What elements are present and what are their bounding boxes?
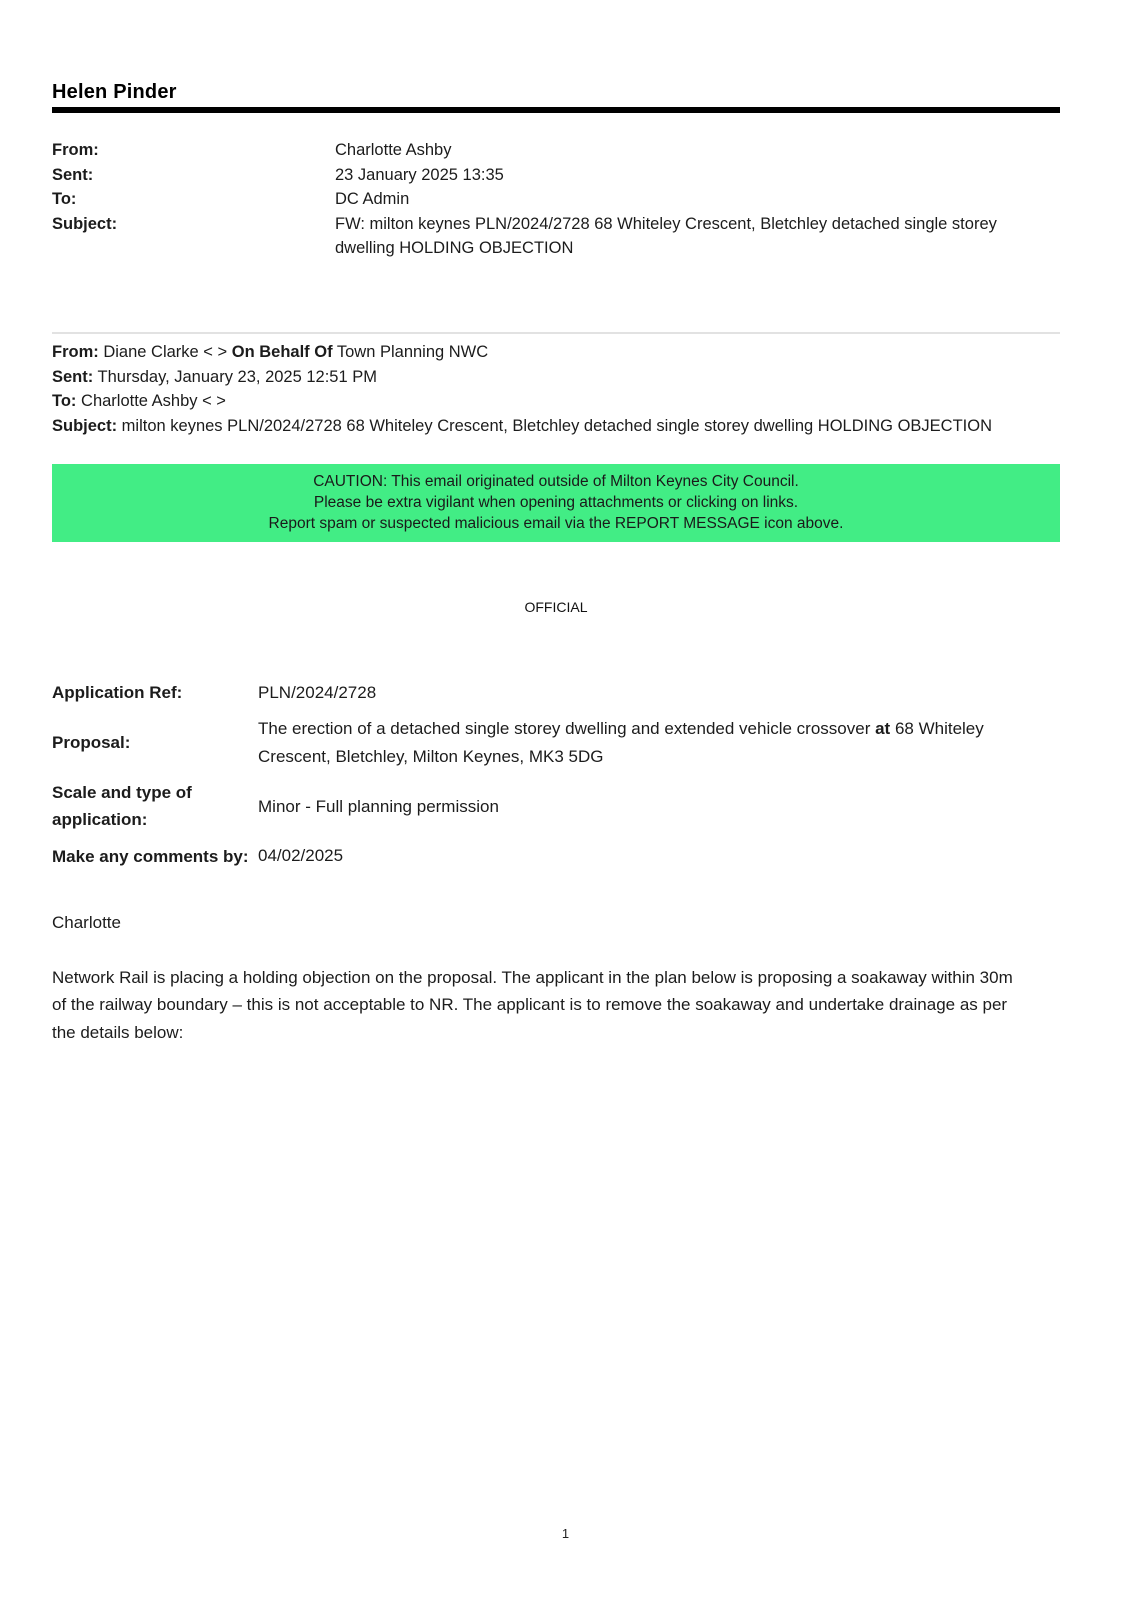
proposal-value-at: at [875, 719, 891, 739]
caution-line-2: Please be extra vigilant when opening attachments or clicking on links. [313, 493, 799, 511]
forwarded-sent-line [52, 365, 997, 390]
header-rule [52, 107, 1060, 113]
page-title: Helen Pinder [52, 81, 177, 103]
forwarded-subject-line [52, 414, 997, 439]
application-ref-label: Application Ref: [52, 683, 183, 703]
from-value: Charlotte Ashby [335, 141, 452, 159]
email-header-fields [52, 138, 1060, 261]
to-label: To: [52, 190, 77, 209]
forwarded-sent-value: Thursday, January 23, 2025 12:51 PM [93, 367, 377, 386]
detail-row-proposal [52, 715, 1060, 770]
forwarded-subject-value: milton keynes PLN/2024/2728 68 Whiteley Crescent, Bletchley detached single storey dwelling HOLDING OBJECTION [117, 417, 992, 436]
comments-by-label: Make any comments by: [52, 846, 249, 866]
salutation: Charlotte [52, 912, 121, 932]
subject-label: Subject: [52, 214, 118, 233]
header-row-sent [52, 163, 1060, 188]
proposal-label: Proposal: [52, 733, 131, 753]
forwarded-from-value: Diane Clarke < > [98, 342, 232, 361]
scale-value: Minor - Full planning permission [258, 796, 499, 816]
proposal-value [258, 715, 1060, 770]
forwarded-to-value: Charlotte Ashby < > [76, 392, 226, 411]
to-value: DC Admin [335, 190, 410, 209]
forwarded-on-behalf-label: On Behalf Of [231, 342, 333, 361]
detail-row-application-ref [52, 679, 1060, 707]
forwarded-divider [52, 332, 1060, 334]
sent-value: 23 January 2025 13:35 [335, 165, 504, 184]
detail-row-scale [52, 779, 1060, 833]
forwarded-from-line [52, 340, 997, 365]
caution-line-3: Report spam or suspected malicious email via the REPORT MESSAGE icon above. [268, 514, 844, 532]
from-label: From: [52, 141, 99, 159]
scale-label: Scale and type of application: [52, 783, 192, 830]
forwarded-on-behalf-value: Town Planning NWC [332, 342, 489, 361]
header-row-subject [52, 212, 1060, 261]
caution-line-1: CAUTION: This email originated outside of Milton Keynes City Council. [313, 472, 799, 490]
forwarded-subject-label: Subject: [52, 417, 118, 436]
subject-value: FW: milton keynes PLN/2024/2728 68 Whiteley Crescent, Bletchley detached single storey dwelling HOLDING OBJECTION [335, 214, 997, 258]
proposal-value-pre: The erection of a detached single storey dwelling and extended vehicle crossover [258, 719, 876, 739]
header-row-to [52, 187, 1060, 212]
application-ref-value: PLN/2024/2728 [258, 682, 377, 702]
forwarded-sent-label: Sent: [52, 367, 94, 386]
caution-banner [52, 464, 1060, 542]
sent-label: Sent: [52, 165, 94, 184]
classification-marking: OFFICIAL [524, 598, 588, 615]
comments-by-value: 04/02/2025 [258, 846, 344, 866]
forwarded-header-block [52, 340, 997, 439]
header-row-from [52, 138, 1060, 163]
forwarded-from-label: From: [52, 342, 99, 361]
page-number: 1 [561, 1526, 570, 1541]
body-paragraph: Network Rail is placing a holding objection on the proposal. The applicant in the plan below is proposing a soakaway within 30m of the railway boundary – this is not acceptable to NR. The applicant is to remove the soakaway and undertake drainage as per the details below: [52, 967, 1013, 1042]
forwarded-to-line [52, 389, 997, 414]
proposal-value-post: 68 Whiteley Crescent, Bletchley, Milton Keynes, MK3 5DG [258, 719, 984, 766]
forwarded-to-label: To: [52, 392, 77, 411]
application-details-table [52, 679, 1060, 870]
detail-row-comments-by [52, 842, 1060, 870]
